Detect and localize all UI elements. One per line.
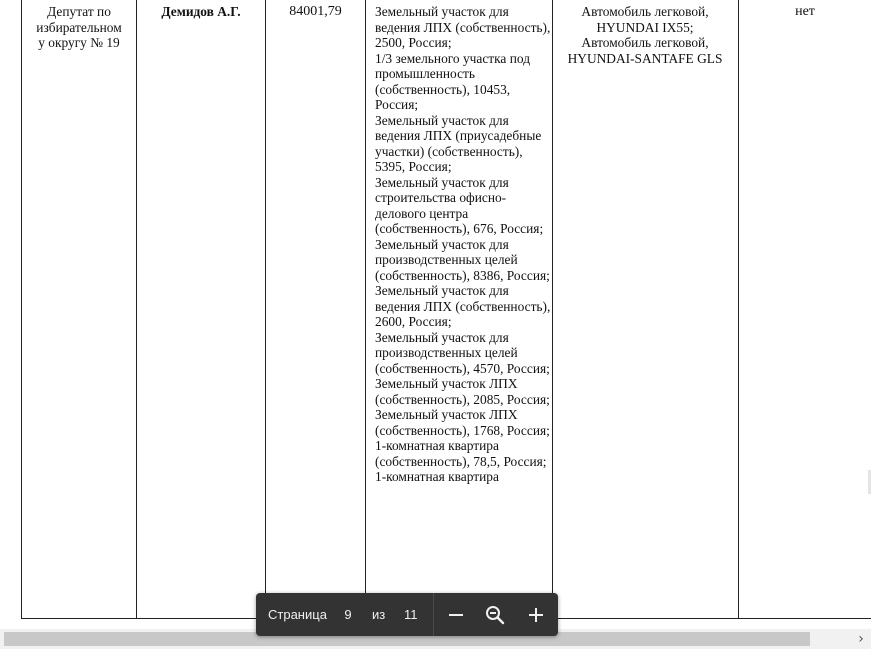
vehicle-line: Автомобиль легковой, [581, 4, 709, 19]
page-label: Страница [268, 607, 327, 622]
property-item: Земельный участок для ведения ЛПХ (собственность), 2600, Россия; [375, 283, 551, 329]
vehicle-line: Автомобиль легковой, [581, 35, 709, 50]
vehicle-line: HYUNDAI-SANTAFE GLS [567, 50, 723, 66]
property-item: 1-комнатная квартира (собственность), 78,5, Россия; [375, 438, 547, 469]
table-column-divider [365, 0, 366, 619]
page-number-input[interactable]: 9 [344, 607, 352, 622]
property-item: 1/3 земельного участка под промышленность (собственность), 10453, Россия; [375, 50, 531, 112]
table-column-divider [552, 0, 553, 619]
property-item: Земельный участок для производственных целей (собственность), 8386, Россия; [375, 236, 550, 283]
property-item: Земельный участок для ведения ЛПХ (приусадебные участки) (собственность), 5395, Россия; [375, 112, 542, 174]
zoom-out-button[interactable] [442, 601, 470, 629]
table-column-divider [738, 0, 739, 619]
property-item: Земельный участок для производственных целей (собственность), 4570, Россия; [375, 329, 550, 376]
position-line: избирательном [36, 19, 122, 35]
of-label: из [372, 607, 386, 622]
table-column-divider [136, 0, 137, 619]
chevron-right-icon[interactable]: › [858, 631, 864, 647]
vehicle-line: HYUNDAI IX55; [596, 19, 694, 35]
property-item: Земельный участок для строительства офисно-делового центра (собственность), 676, Россия; [375, 174, 544, 236]
position-line: Депутат по [47, 4, 111, 19]
zoom-fit-button[interactable] [481, 601, 509, 629]
position-line: у округу № 19 [38, 35, 120, 50]
property-cell [375, 4, 551, 485]
table-border-left [21, 0, 22, 619]
minus-icon [448, 607, 464, 623]
plus-icon [528, 607, 544, 623]
other-cell: нет [795, 4, 815, 19]
total-pages: 11 [404, 607, 418, 622]
page-toolbar [256, 593, 558, 636]
vehicles-cell [553, 4, 737, 66]
table-column-divider [265, 0, 266, 619]
toolbar-divider [433, 593, 434, 636]
property-item: Земельный участок ЛПХ (собственность), 1768, Россия; [375, 407, 550, 438]
income-cell: 84001,79 [289, 4, 342, 19]
magnifier-minus-icon [485, 605, 505, 625]
position-cell [22, 4, 136, 51]
property-item: 1-комнатная квартира [375, 469, 499, 484]
zoom-in-button[interactable] [522, 601, 550, 629]
name-cell: Демидов А.Г. [161, 4, 241, 19]
property-item: Земельный участок для ведения ЛПХ (собственность), 2500, Россия; [375, 4, 551, 50]
property-item: Земельный участок ЛПХ (собственность), 2085, Россия; [375, 376, 550, 407]
